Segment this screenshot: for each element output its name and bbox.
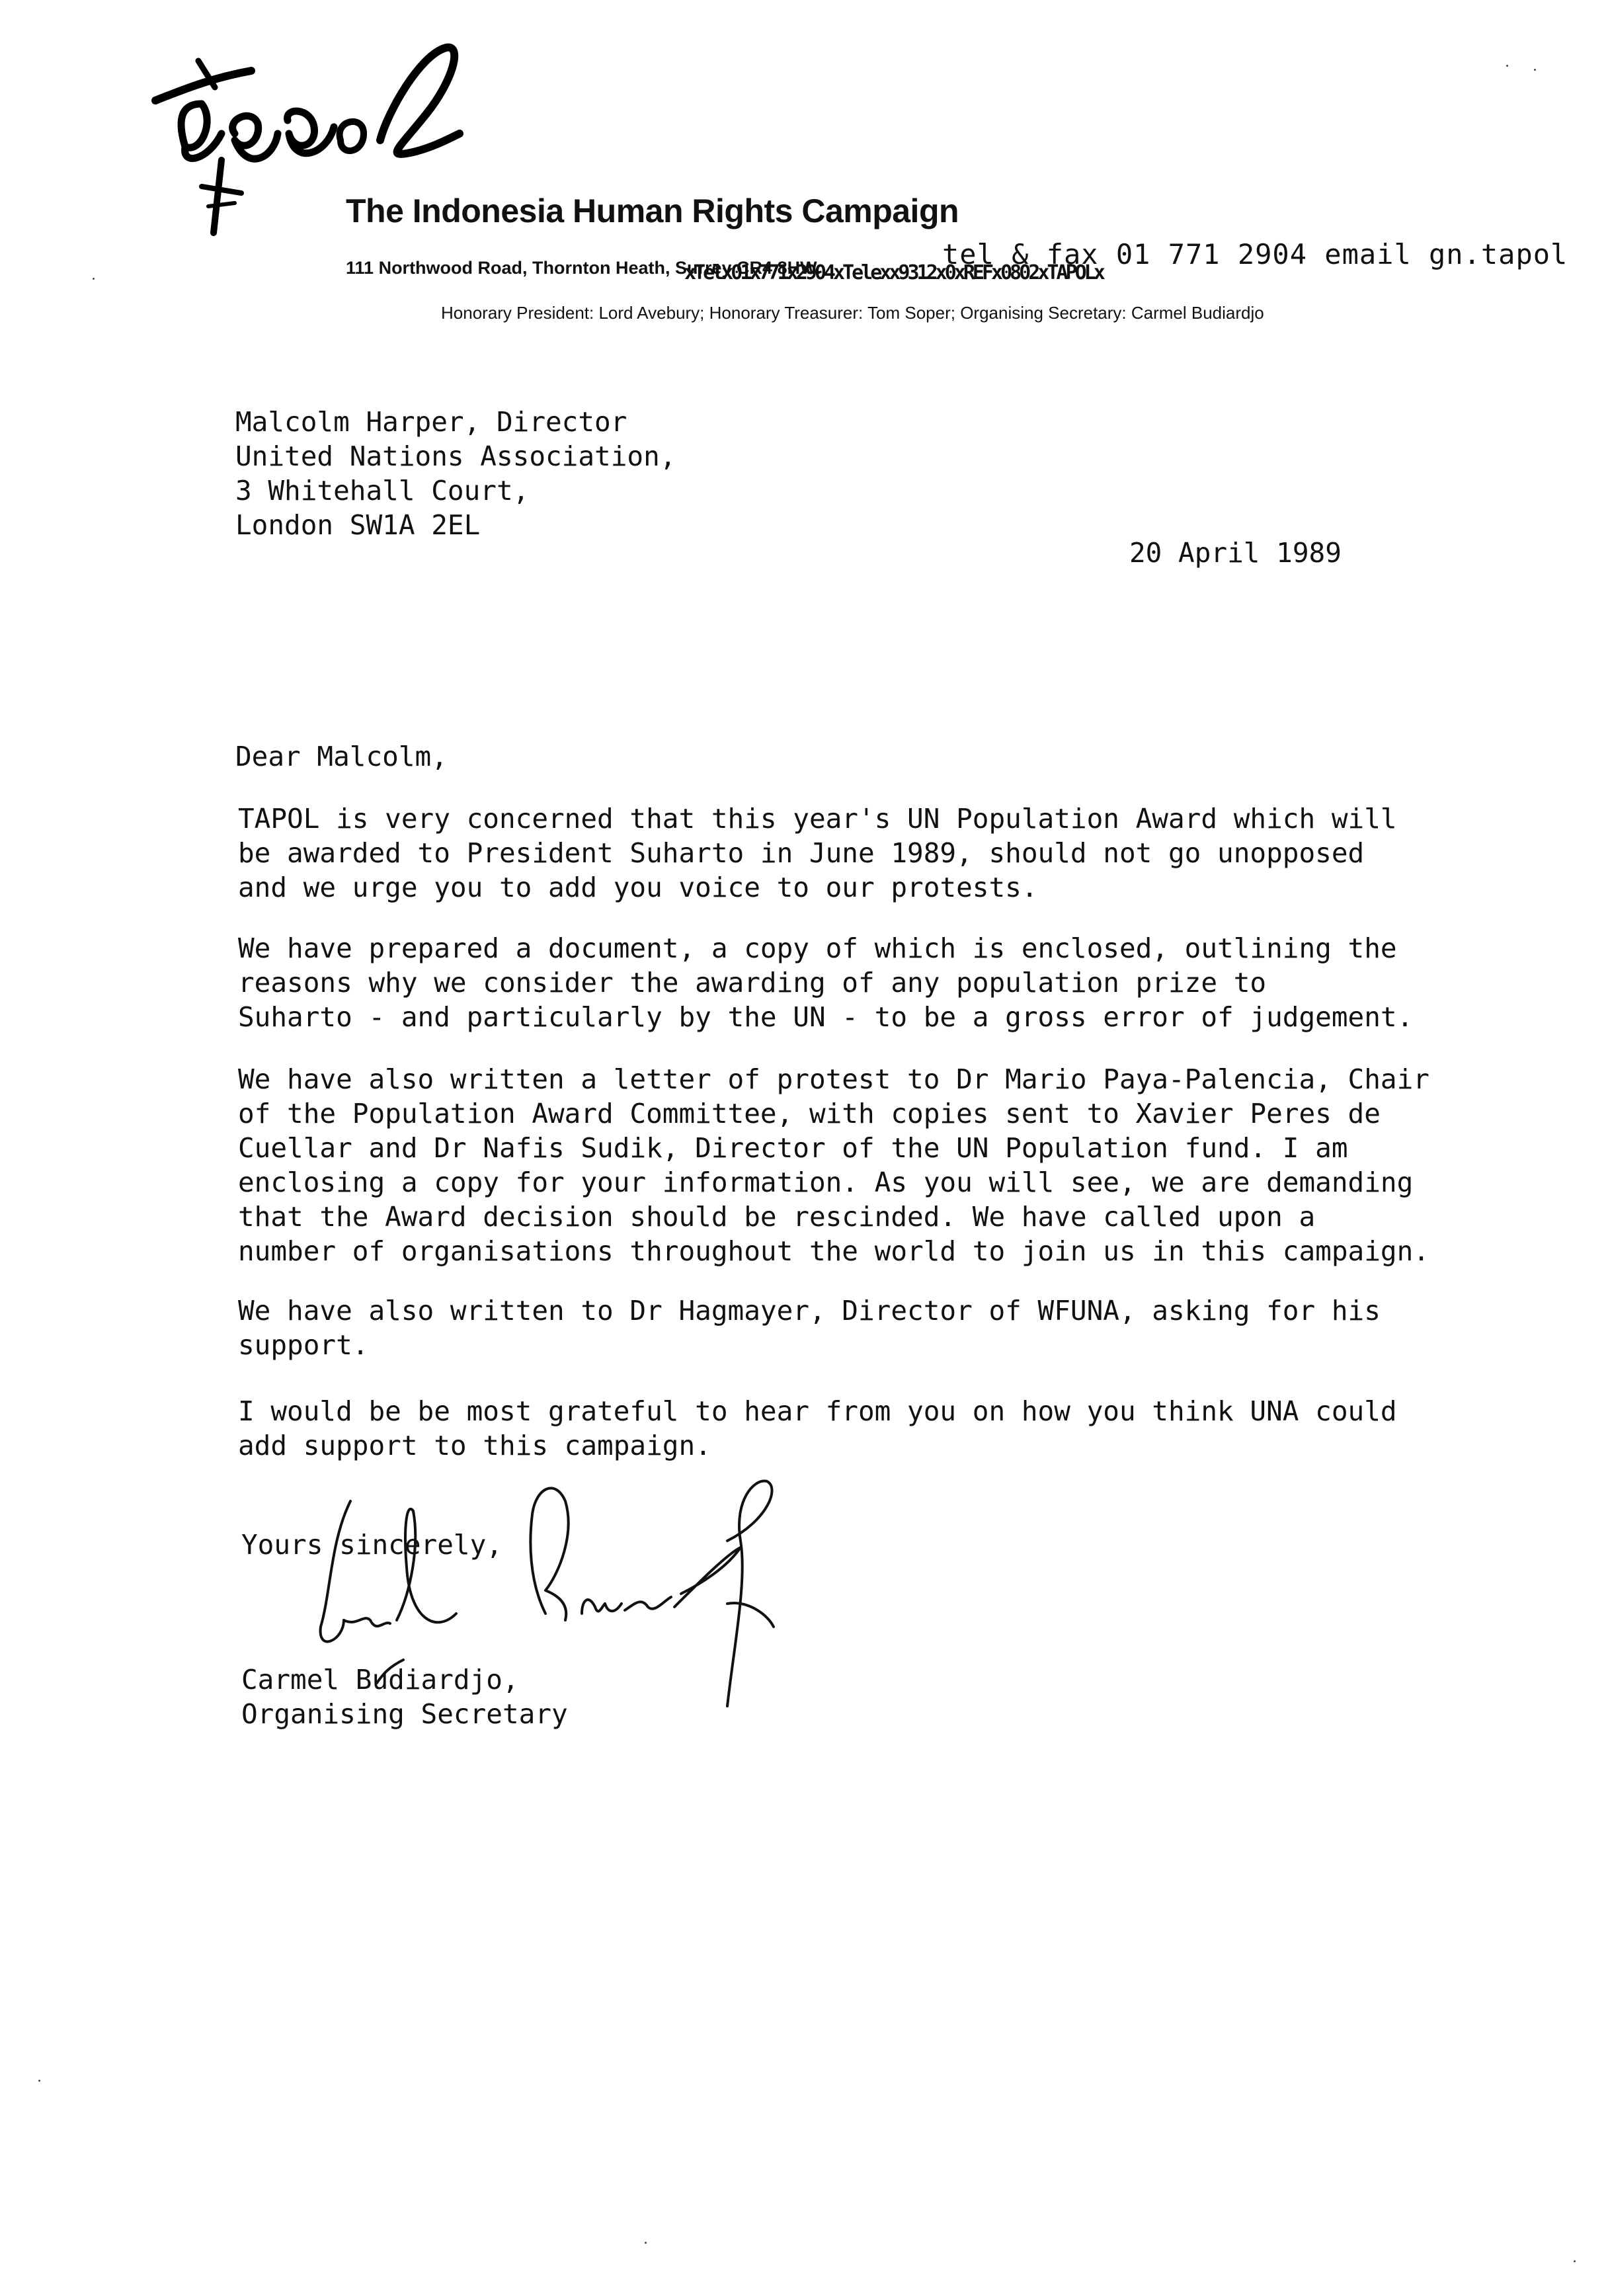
paragraph-line: Cuellar and Dr Nafis Sudik, Director of the UN Population fund. I am — [238, 1132, 1348, 1164]
paragraph-line: Suharto - and particularly by the UN - to be a gross error of judgement. — [238, 1001, 1414, 1033]
recipient-line: Malcolm Harper, Director — [235, 406, 627, 438]
paragraph-line: be awarded to President Suharto in June 1989, should not go unopposed — [238, 837, 1365, 869]
closing: Yours sincerely, — [241, 1529, 502, 1561]
scan-speck — [645, 2242, 647, 2244]
paragraph-line: number of organisations throughout the world to join us in this campaign. — [238, 1235, 1429, 1267]
paragraph-line: reasons why we consider the awarding of any population prize to — [238, 967, 1267, 999]
signer-name: Carmel Budiardjo, — [241, 1664, 519, 1696]
recipient-line: United Nations Association, — [235, 440, 676, 472]
recipient-address — [235, 405, 676, 542]
scan-speck — [1534, 69, 1536, 71]
paragraph-2 — [238, 931, 1468, 1034]
paragraph-line: of the Population Award Committee, with copies sent to Xavier Peres de — [238, 1098, 1381, 1129]
scan-speck — [93, 278, 95, 280]
salutation: Dear Malcolm, — [235, 741, 448, 772]
paragraph-line: TAPOL is very concerned that this year's UN Population Award which will — [238, 803, 1397, 835]
scan-speck — [1574, 2260, 1576, 2262]
paragraph-line: enclosing a copy for your information. As you will see, we are demanding — [238, 1167, 1414, 1198]
paragraph-line: that the Award decision should be rescinded. We have called upon a — [238, 1201, 1316, 1233]
paragraph-line: and we urge you to add you voice to our protests. — [238, 872, 1038, 903]
letterhead-address: 111 Northwood Road, Thornton Heath, Surrey CR4 8HW. — [346, 258, 821, 278]
org-name: The Indonesia Human Rights Campaign — [346, 192, 959, 229]
scan-speck — [38, 2080, 40, 2082]
paragraph-1 — [238, 801, 1468, 905]
signer-title: Organising Secretary — [241, 1698, 568, 1730]
recipient-line: London SW1A 2EL — [235, 509, 481, 541]
paragraph-line: We have also written a letter of protest to Dr Mario Paya-Palencia, Chair — [238, 1063, 1429, 1095]
paragraph-3 — [238, 1062, 1468, 1268]
paragraph-4 — [238, 1293, 1468, 1362]
paragraph-line: We have also written to Dr Hagmayer, Director of WFUNA, asking for his — [238, 1295, 1381, 1327]
signer-block — [241, 1662, 568, 1731]
paragraph-5 — [238, 1394, 1468, 1463]
letterhead-officers: Honorary President: Lord Avebury; Honorary Treasurer: Tom Soper; Organising Secretary: Carmel Budiardjo — [441, 303, 1264, 323]
paragraph-line: support. — [238, 1329, 369, 1361]
paragraph-line: We have prepared a document, a copy of which is enclosed, outlining the — [238, 932, 1397, 964]
struck-contact-line: xTelx01x771x2904xTelexx9312x0xREFx0802xTAPOLx — [684, 261, 1103, 281]
letter-date: 20 April 1989 — [1129, 537, 1342, 569]
paragraph-line: add support to this campaign. — [238, 1430, 711, 1461]
paragraph-line: I would be be most grateful to hear from you on how you think UNA could — [238, 1395, 1397, 1427]
scan-speck — [1506, 65, 1508, 67]
typed-contact-line: tel & fax 01 771 2904 email gn.tapol — [942, 238, 1568, 270]
recipient-line: 3 Whitehall Court, — [235, 475, 530, 507]
address-overtype — [684, 238, 1568, 284]
